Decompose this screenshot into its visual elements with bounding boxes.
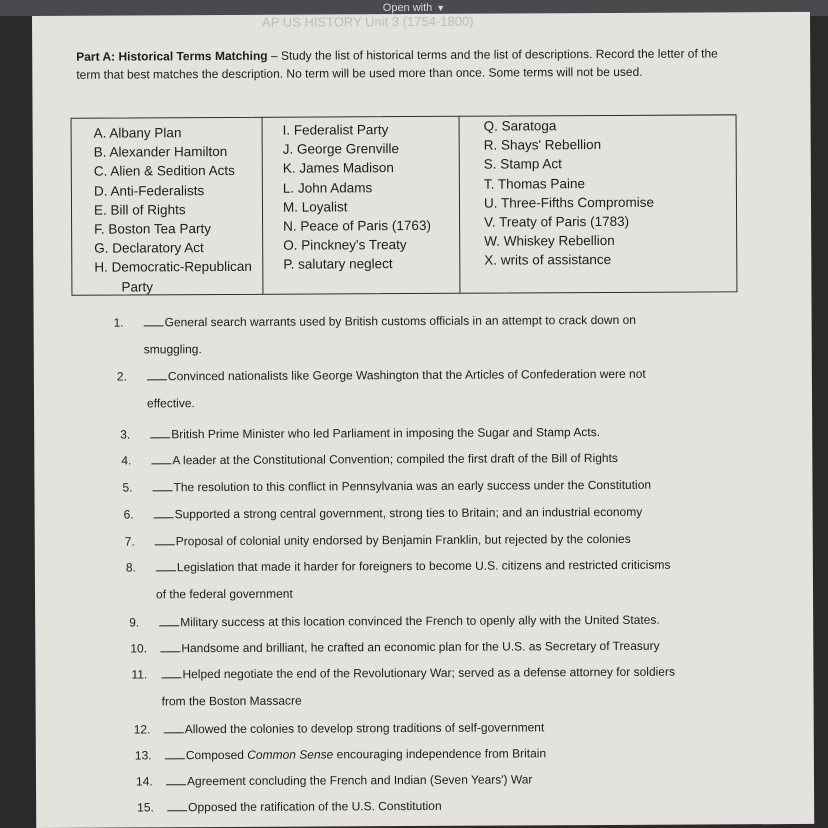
question-text: Agreement concluding the French and Indian (Seven Years') War <box>186 772 533 789</box>
instructions-title: Part A: Historical Terms Matching <box>76 48 268 64</box>
term-item: B. Alexander Hamilton <box>93 144 228 160</box>
question-item <box>114 313 637 357</box>
answer-blank[interactable] <box>147 369 167 380</box>
chevron-down-icon[interactable]: ▼ <box>436 3 446 13</box>
question-text: Helped negotiate the end of the Revolutionary War; served as a defense attorney for soldiers <box>182 664 675 682</box>
question-number: 13. <box>134 748 152 763</box>
answer-blank[interactable] <box>165 748 185 759</box>
question-number: 15. <box>137 800 154 815</box>
question-number: 10. <box>130 641 148 656</box>
term-item: T. Thomas Paine <box>483 175 585 192</box>
instructions-body: – Study the list of historical terms and the list of descriptions. Record the letter of the term that best matches the description. No term will be used more than once. Some terms will not be used. <box>76 46 718 82</box>
question-text: Military success at this location convinced the French to openly ally with the United States. <box>180 612 660 630</box>
question-text-title: Common Sense <box>247 747 334 762</box>
question-text: Handsome and brilliant, he crafted an economic plan for the U.S. as Secretary of Treasury <box>181 638 660 656</box>
question-item <box>129 613 660 630</box>
answer-blank[interactable] <box>160 641 180 652</box>
term-item-continuation: Party <box>121 278 153 295</box>
question-text: Opposed the ratification of the U.S. Constitution <box>188 798 442 815</box>
answer-blank[interactable] <box>150 427 170 438</box>
terms-column-2 <box>263 117 461 294</box>
terms-table <box>71 114 738 295</box>
term-item: Q. Saratoga <box>483 118 557 134</box>
question-number: 7. <box>124 534 135 549</box>
question-item <box>126 558 671 602</box>
answer-blank[interactable] <box>161 667 181 678</box>
question-number: 3. <box>120 427 131 442</box>
term-item: S. Stamp Act <box>483 156 562 173</box>
question-number: 4. <box>121 453 132 468</box>
question-item <box>134 720 545 736</box>
term-item: W. Whiskey Rebellion <box>484 233 615 249</box>
question-number: 8. <box>125 560 136 575</box>
term-item: U. Three-Fifths Compromise <box>483 194 655 211</box>
term-item: I. Federalist Party <box>282 122 389 138</box>
question-text: A leader at the Constitutional Convention; compiled the first draft of the Bill of Rights <box>172 450 618 468</box>
term-item: F. Boston Tea Party <box>94 221 211 237</box>
question-text-post: encouraging independence from Britain <box>333 746 547 762</box>
answer-blank[interactable] <box>159 615 179 626</box>
question-item <box>137 799 442 815</box>
instructions <box>76 45 718 83</box>
term-item: L. John Adams <box>282 179 373 196</box>
question-number: 14. <box>135 774 153 789</box>
question-text: General search warrants used by British customs officials in an attempt to crack down on <box>164 312 636 330</box>
question-item <box>117 367 646 411</box>
answer-blank[interactable] <box>155 534 175 545</box>
term-item: V. Treaty of Paris (1783) <box>484 213 630 230</box>
answer-blank[interactable] <box>164 722 184 733</box>
answer-blank[interactable] <box>156 560 176 571</box>
answer-blank[interactable] <box>166 774 186 785</box>
answer-blank[interactable] <box>152 480 172 491</box>
open-with-label[interactable]: Open with <box>382 2 433 14</box>
term-item: C. Alien & Sedition Acts <box>93 163 235 180</box>
term-item: N. Peace of Paris (1763) <box>283 217 431 234</box>
term-item: E. Bill of Rights <box>93 202 186 218</box>
term-item: D. Anti-Federalists <box>93 182 205 199</box>
question-number: 9. <box>129 615 140 630</box>
worksheet-page <box>32 12 814 828</box>
term-item: J. George Grenville <box>282 141 400 157</box>
question-item <box>136 772 532 788</box>
terms-column-1 <box>72 118 264 295</box>
term-item: A. Albany Plan <box>93 125 182 141</box>
term-item: P. salutary neglect <box>283 256 393 273</box>
question-number: 1. <box>113 315 124 330</box>
question-text: British Prime Minister who led Parliament in imposing the Sugar and Stamp Acts. <box>171 425 601 442</box>
term-item: M. Loyalist <box>282 199 348 215</box>
question-text: Convinced nationalists like George Washington that the Articles of Confederation were not <box>167 366 646 384</box>
question-item <box>122 478 651 495</box>
question-number: 12. <box>133 722 151 737</box>
question-text: Allowed the colonies to develop strong traditions of self-government <box>184 720 545 737</box>
question-text: Proposal of colonial unity endorsed by Benjamin Franklin, but rejected by the colonies <box>175 531 631 549</box>
question-list <box>112 312 732 815</box>
question-text-continuation: smuggling. <box>143 342 202 357</box>
faded-header: AP US HISTORY Unit 3 (1754-1800) <box>261 13 474 30</box>
question-item <box>135 746 546 762</box>
question-text: Supported a strong central government, strong ties to Britain; and an industrial economy <box>174 504 643 522</box>
question-text-continuation: of the federal government <box>155 586 293 602</box>
term-item: O. Pinckney's Treaty <box>283 237 407 253</box>
answer-blank[interactable] <box>144 315 164 326</box>
term-item: X. writs of assistance <box>484 252 612 269</box>
question-text: The resolution to this conflict in Pennsylvania was an early success under the Constitution <box>173 477 652 495</box>
answer-blank[interactable] <box>151 453 171 464</box>
question-number: 11. <box>131 667 148 682</box>
question-item <box>130 639 659 656</box>
answer-blank[interactable] <box>154 507 174 518</box>
term-item: G. Declaratory Act <box>94 240 204 256</box>
terms-column-3 <box>460 116 693 293</box>
question-item <box>125 532 631 549</box>
question-item <box>121 451 618 468</box>
question-item <box>124 505 643 522</box>
question-item <box>131 665 675 709</box>
term-item: K. James Madison <box>282 160 394 177</box>
term-item: H. Democratic-Republican <box>94 259 252 276</box>
question-number: 2. <box>116 369 127 384</box>
question-item <box>120 425 600 442</box>
question-text-pre: Composed <box>185 747 248 763</box>
answer-blank[interactable] <box>167 800 187 811</box>
term-item: R. Shays' Rebellion <box>483 137 602 153</box>
question-text: Legislation that made it harder for foreigners to become U.S. citizens and restricted criticisms <box>176 557 671 575</box>
question-number: 5. <box>122 480 133 495</box>
question-text-continuation: effective. <box>146 396 195 411</box>
question-number: 6. <box>123 507 134 522</box>
question-text-continuation: from the Boston Massacre <box>161 693 302 709</box>
